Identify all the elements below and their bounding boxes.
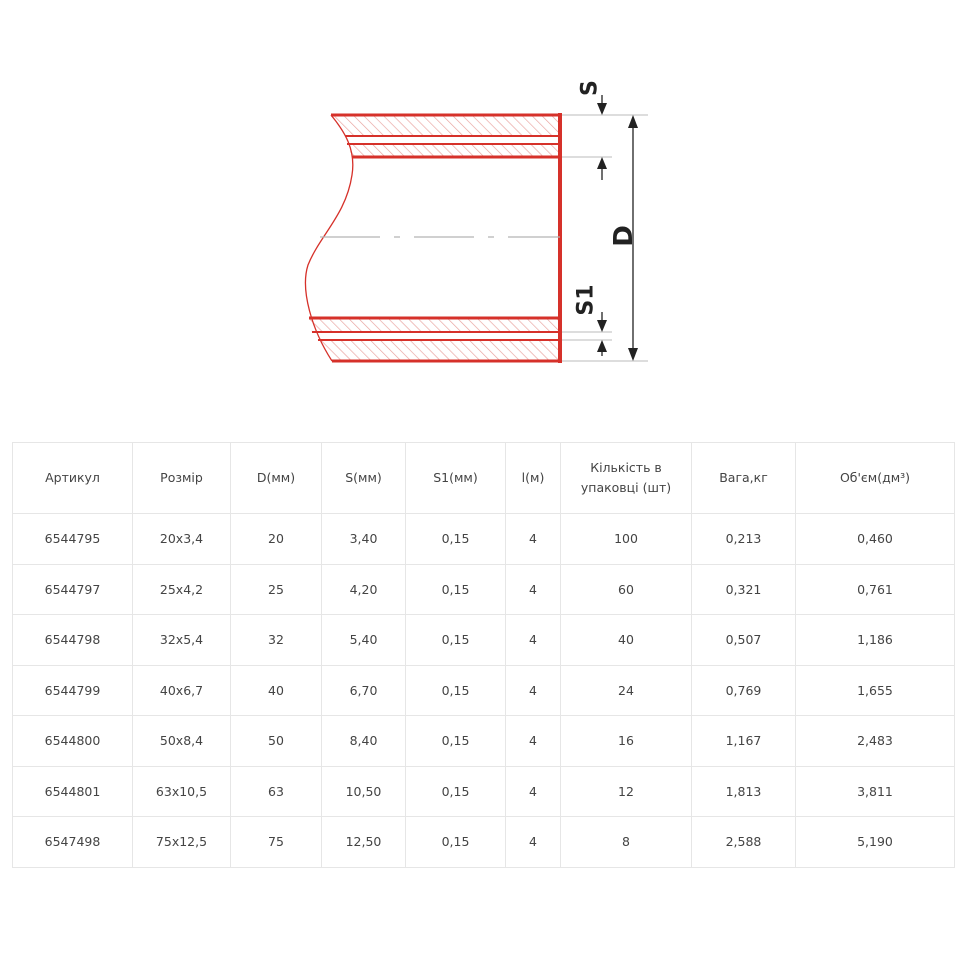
cell-volume: 0,761 xyxy=(796,564,955,615)
cell-pack-quantity: 12 xyxy=(561,766,692,817)
header-s: S(мм) xyxy=(322,443,406,514)
cell-volume: 5,190 xyxy=(796,817,955,868)
cell-volume: 2,483 xyxy=(796,716,955,767)
table-row xyxy=(13,817,955,868)
cell-s: 6,70 xyxy=(322,665,406,716)
cell-s: 3,40 xyxy=(322,514,406,565)
cell-size: 50x8,4 xyxy=(133,716,231,767)
header-d: D(мм) xyxy=(231,443,322,514)
header-size: Розмір xyxy=(133,443,231,514)
cell-length: 4 xyxy=(506,564,561,615)
pipe-drawing xyxy=(0,0,970,420)
header-length: l(м) xyxy=(506,443,561,514)
cell-d: 25 xyxy=(231,564,322,615)
cell-size: 20x3,4 xyxy=(133,514,231,565)
cell-article: 6544800 xyxy=(13,716,133,767)
dimension-s xyxy=(578,80,608,180)
cell-length: 4 xyxy=(506,817,561,868)
cell-size: 75x12,5 xyxy=(133,817,231,868)
cell-d: 20 xyxy=(231,514,322,565)
dimension-s1 xyxy=(574,284,608,356)
cell-d: 63 xyxy=(231,766,322,817)
cell-s1: 0,15 xyxy=(406,514,506,565)
cell-d: 75 xyxy=(231,817,322,868)
dimension-d-label: D xyxy=(609,225,639,247)
cell-s1: 0,15 xyxy=(406,615,506,666)
table-header-row xyxy=(13,443,955,514)
cell-pack-quantity: 24 xyxy=(561,665,692,716)
pipe-section-diagram xyxy=(0,0,970,420)
cell-s1: 0,15 xyxy=(406,766,506,817)
cell-s: 10,50 xyxy=(322,766,406,817)
cell-length: 4 xyxy=(506,615,561,666)
cell-weight: 1,813 xyxy=(692,766,796,817)
cell-size: 25x4,2 xyxy=(133,564,231,615)
dimension-d xyxy=(609,115,639,361)
top-wall-hatch xyxy=(331,115,560,136)
header-s1: S1(мм) xyxy=(406,443,506,514)
cell-length: 4 xyxy=(506,716,561,767)
cell-length: 4 xyxy=(506,766,561,817)
cell-article: 6544801 xyxy=(13,766,133,817)
cell-s: 12,50 xyxy=(322,817,406,868)
table-row xyxy=(13,564,955,615)
top-inner-layer-hatch xyxy=(347,144,560,157)
cell-volume: 1,655 xyxy=(796,665,955,716)
dimension-s-label: S xyxy=(577,80,603,96)
header-pack-quantity: Кількість в упаковці (шт) xyxy=(561,443,692,514)
table-row xyxy=(13,665,955,716)
cell-weight: 0,769 xyxy=(692,665,796,716)
pipe-body xyxy=(305,113,562,363)
cell-size: 32x5,4 xyxy=(133,615,231,666)
cell-pack-quantity: 60 xyxy=(561,564,692,615)
cell-volume: 3,811 xyxy=(796,766,955,817)
cell-volume: 1,186 xyxy=(796,615,955,666)
cell-length: 4 xyxy=(506,514,561,565)
dimension-s1-label: S1 xyxy=(573,284,599,316)
cell-length: 4 xyxy=(506,665,561,716)
cell-article: 6547498 xyxy=(13,817,133,868)
cell-pack-quantity: 8 xyxy=(561,817,692,868)
cell-article: 6544797 xyxy=(13,564,133,615)
bottom-inner-layer-hatch xyxy=(309,318,560,332)
cell-volume: 0,460 xyxy=(796,514,955,565)
table-row xyxy=(13,766,955,817)
table-row xyxy=(13,514,955,565)
cell-pack-quantity: 40 xyxy=(561,615,692,666)
cell-s: 4,20 xyxy=(322,564,406,615)
table-row xyxy=(13,615,955,666)
cell-weight: 1,167 xyxy=(692,716,796,767)
cell-size: 63x10,5 xyxy=(133,766,231,817)
cell-s1: 0,15 xyxy=(406,564,506,615)
cell-d: 32 xyxy=(231,615,322,666)
header-article: Артикул xyxy=(13,443,133,514)
cell-s1: 0,15 xyxy=(406,665,506,716)
cell-d: 50 xyxy=(231,716,322,767)
cell-article: 6544798 xyxy=(13,615,133,666)
cell-pack-quantity: 100 xyxy=(561,514,692,565)
bottom-wall-hatch xyxy=(318,340,560,361)
cell-size: 40x6,7 xyxy=(133,665,231,716)
cell-article: 6544795 xyxy=(13,514,133,565)
cell-d: 40 xyxy=(231,665,322,716)
cell-s1: 0,15 xyxy=(406,716,506,767)
cell-article: 6544799 xyxy=(13,665,133,716)
cell-pack-quantity: 16 xyxy=(561,716,692,767)
cell-weight: 0,213 xyxy=(692,514,796,565)
cell-weight: 0,507 xyxy=(692,615,796,666)
cell-weight: 0,321 xyxy=(692,564,796,615)
spec-table xyxy=(12,442,955,868)
cell-s: 5,40 xyxy=(322,615,406,666)
header-volume: Об'єм(дм³) xyxy=(796,443,955,514)
cell-s1: 0,15 xyxy=(406,817,506,868)
table-body xyxy=(13,514,955,868)
table-row xyxy=(13,716,955,767)
cell-s: 8,40 xyxy=(322,716,406,767)
header-weight: Вага,кг xyxy=(692,443,796,514)
cell-weight: 2,588 xyxy=(692,817,796,868)
dimensions xyxy=(562,80,648,361)
